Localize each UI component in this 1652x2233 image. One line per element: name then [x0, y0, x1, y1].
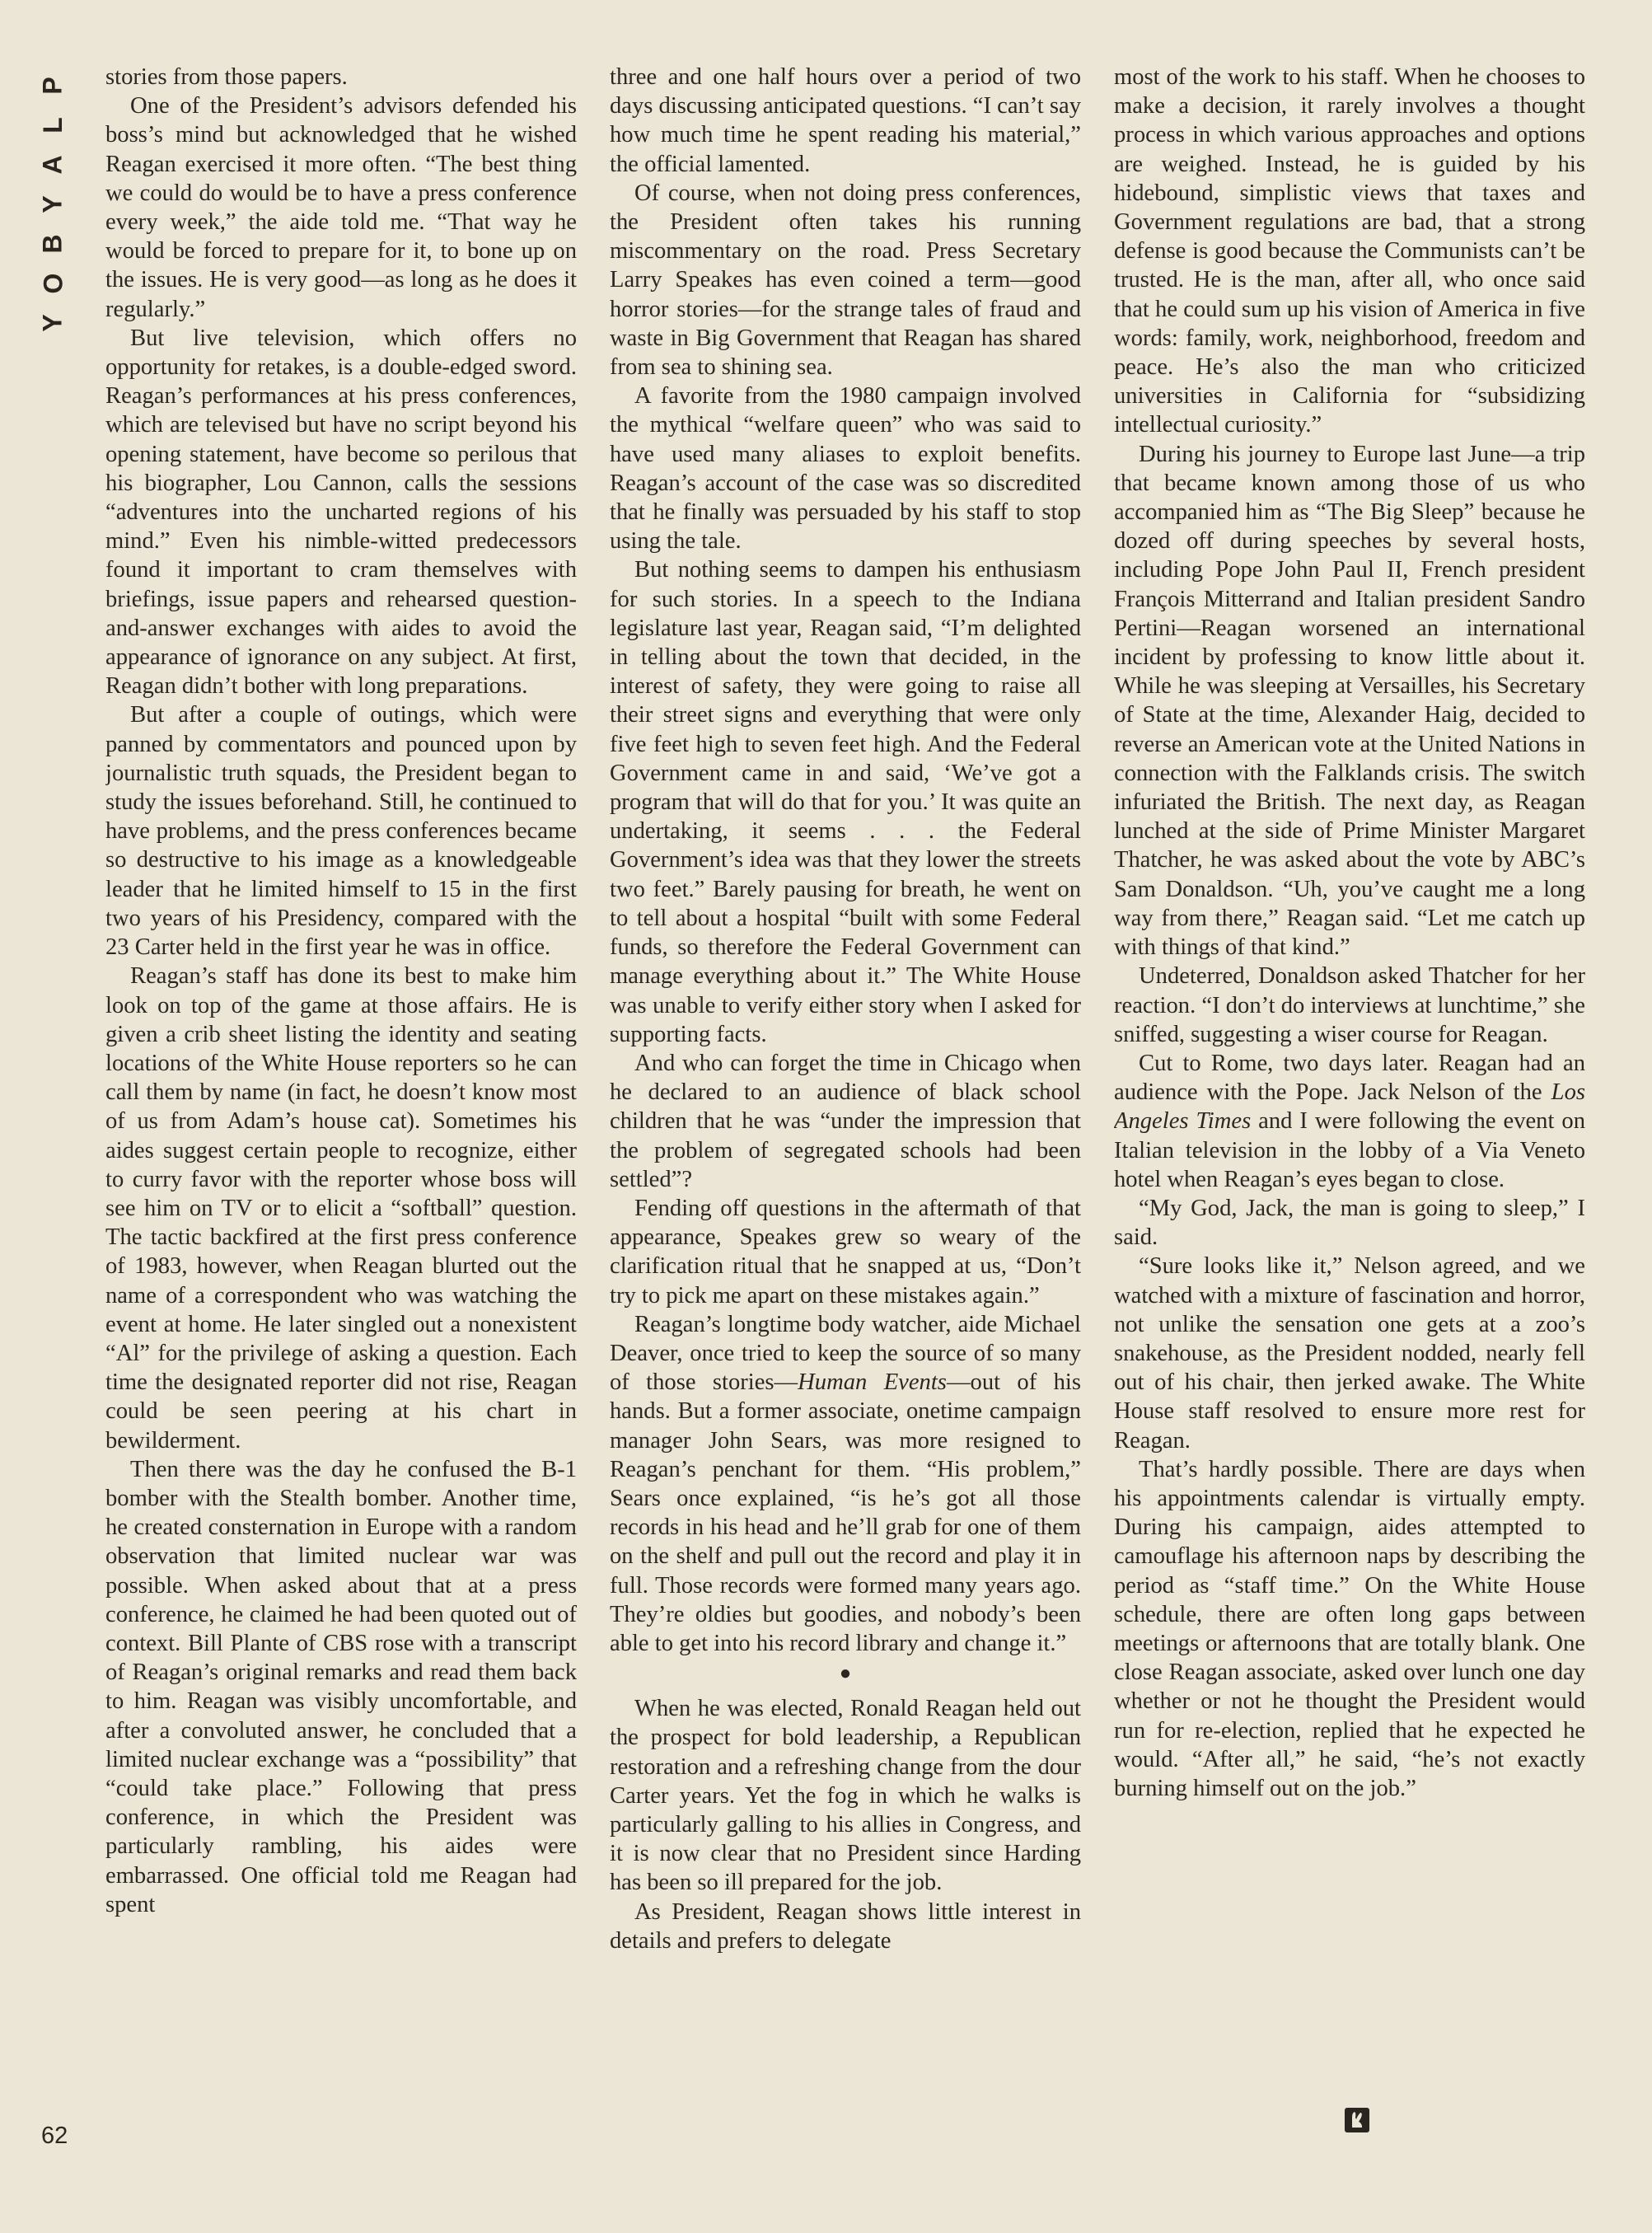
- paragraph: [1114, 1049, 1585, 1194]
- paragraph: [610, 1310, 1081, 1658]
- paragraph-text: and I were following the event on Italian television in the lobby of a Via Veneto hotel when Reagan’s eyes began to close.: [1114, 1108, 1585, 1192]
- paragraph: Fending off questions in the aftermath of that appearance, Speakes grew so weary of the clarification ritual that he snapped at us, “Don’t try to pick me apart on these mistakes again.”: [610, 1195, 1081, 1308]
- paragraph: During his journey to Europe last June—a trip that became known among those of us who accompanied him as “The Big Sleep” because he dozed off during speeches by several hosts, including Pope John Paul II, French president François Mitterrand and Italian president Sandro Pertini—Reagan worsened an international incident by professing to know little about it. While he was sleeping at Versailles, his Secretary of State at the time, Alexander Haig, decided to reverse an American vote at the United Nations in connection with the Falklands crisis. The switch infuriated the British. The next day, as Reagan lunched at the side of Prime Minister Margaret Thatcher, he was asked about the vote by ABC’s Sam Donaldson. “Uh, you’ve caught me a long way from there,” Reagan said. “Let me catch up with things of that kind.”: [1114, 441, 1585, 961]
- paragraph: But live television, which offers no opportunity for retakes, is a double-edged sword. Reagan’s performances at his press conferences, which are televised but have no script beyond his opening statement, have become so perilous that his biographer, Lou Cannon, calls the sessions “adventures into the uncharted regions of his mind.” Even his nimble-witted predecessors found it important to cram themselves with briefings, issue papers and rehearsed question-and-answer exchanges with aides to avoid the appearance of ignorance on any subject. At first, Reagan didn’t bother with long preparations.: [105, 325, 577, 700]
- publication-title: Los Angeles Times: [1114, 1079, 1585, 1135]
- side-label-letter: L: [37, 117, 68, 133]
- paragraph-text: Reagan’s longtime body watcher, aide Michael Deaver, once tried to keep the source of so many of those stories—: [610, 1311, 1081, 1396]
- paragraph: When he was elected, Ronald Reagan held out the prospect for bold leadership, a Republican restoration and a refreshing change from the dour Carter years. Yet the fog in which he walks is particularly galling to his allies in Congress, and it is now clear that no President since Harding has been so ill prepared for the job.: [610, 1696, 1081, 1896]
- paragraph: stories from those papers.: [105, 64, 348, 90]
- paragraph: But after a couple of outings, which were panned by commentators and pounced upon by journalistic truth squads, the President began to study the issues beforehand. Still, he continued to have problems, and the press conferences became so destructive to his image as a knowledgeable leader that he limited himself to 15 in the first two years of his Presidency, compared with the 23 Carter held in the first year he was in office.: [105, 702, 577, 961]
- magazine-side-label: [36, 66, 69, 343]
- section-break-bullet: ●: [839, 1663, 852, 1685]
- paragraph: “Sure looks like it,” Nelson agreed, and we watched with a mixture of fascination and horror, not unlike the sensation one gets at a zoo’s snakehouse, as the President nodded, nearly fell out of his chair, then jerked awake. The White House staff resolved to ensure more rest for Reagan.: [1114, 1253, 1585, 1454]
- paragraph: A favorite from the 1980 campaign involved the mythical “welfare queen” who was said to have used many aliases to exploit benefits. Reagan’s account of the case was so discredited that he finally was persuaded by his staff to stop using the tale.: [610, 383, 1081, 555]
- paragraph: “My God, Jack, the man is going to sleep,” I said.: [1114, 1195, 1585, 1251]
- publication-title: Human Events: [798, 1369, 947, 1396]
- paragraph: One of the President’s advisors defended his boss’s mind but acknowledged that he wished Reagan exercised it more often. “The best thing we could do would be to have a press conference every week,” the aide told me. “That way he would be forced to prepare for it, to bone up on the issues. He is very good—as long as he does it regularly.”: [105, 93, 577, 322]
- side-label-letter: Y: [38, 195, 68, 213]
- paragraph: Of course, when not doing press conferences, the President often takes his running miscommentary on the road. Press Secretary Larry Speakes has even coined a term—good horror stories—for the strange tales of fraud and waste in Big Government that Reagan has shared from sea to shining sea.: [610, 180, 1081, 381]
- paragraph: Undeterred, Donaldson asked Thatcher for her reaction. “I don’t do interviews at lunchtime,” she sniffed, suggesting a wiser course for Reagan.: [1114, 963, 1585, 1047]
- article-column-2: [610, 63, 1081, 2164]
- side-label-letter: A: [37, 155, 68, 175]
- page-number: 62: [41, 2123, 68, 2149]
- paragraph: Then there was the day he confused the B-1 bomber with the Stealth bomber. Another time, he created consternation in Europe with a random observation that limited nuclear war was possible. When asked about that at a press conference, he claimed he had been quoted out of context. Bill Plante of CBS rose with a transcript of Reagan’s original remarks and read them back to him. Reagan was visibly uncomfortable, and after a convoluted answer, he concluded that a limited nuclear exchange was a “possibility” that “could take place.” Following that press conference, in which the President was particularly rambling, his aides were embarrassed. One official told me Reagan had spent: [105, 1456, 577, 1917]
- side-label-letter: Y: [38, 314, 68, 332]
- side-label-letter: O: [37, 273, 68, 294]
- paragraph: three and one half hours over a period of two days discussing anticipated questions. “I can’t say how much time he spent reading his material,” the official lamented.: [610, 64, 1081, 177]
- paragraph: And who can forget the time in Chicago when he declared to an audience of black school children that he was “under the impression that the problem of segregated schools had been settled”?: [610, 1050, 1081, 1192]
- paragraph-text: —out of his hands. But a former associate, onetime campaign manager John Sears, was more resigned to Reagan’s penchant for them. “His problem,” Sears once explained, “is he’s got all those records in his head and he’ll grab for one of them on the shelf and pull out the record and play it in full. Those records were formed many years ago. They’re oldies but goodies, and nobody’s been able to get into his record library and change it.”: [610, 1369, 1081, 1656]
- article-column-3: [1114, 63, 1585, 2164]
- side-label-letter: P: [38, 77, 68, 95]
- paragraph: As President, Reagan shows little interest in details and prefers to delegate: [610, 1898, 1081, 1954]
- article-column-1: [105, 63, 577, 2164]
- rabbit-end-mark-icon: [1345, 2108, 1369, 2132]
- paragraph: That’s hardly possible. There are days when his appointments calendar is virtually empty. During his campaign, aides attempted to camouflage his afternoon naps by describing the period as “staff time.” On the White House schedule, there are often long gaps between meetings or afternoons that are totally blank. One close Reagan associate, asked over lunch one day whether or not he thought the President would run for re-election, replied that he expected he would. “After all,” he said, “he’s not exactly burning himself out on the job.”: [1114, 1456, 1585, 1801]
- paragraph: But nothing seems to dampen his enthusiasm for such stories. In a speech to the Indiana legislature last year, Reagan said, “I’m delighted in telling about the town that decided, in the interest of safety, they were going to raise all their street signs and everything that were only five feet high to seven feet high. And the Federal Government came in and said, ‘We’ve got a program that will do that for you.’ It was quite an undertaking, it seems . . . the Federal Government’s idea was that they lower the streets two feet.” Barely pausing for breath, he went on to tell about a hospital “built with some Federal funds, so therefore the Federal Government can manage everything about it.” The White House was unable to verify either story when I asked for supporting facts.: [610, 557, 1081, 1047]
- side-label-letter: B: [37, 234, 68, 254]
- paragraph: most of the work to his staff. When he chooses to make a decision, it rarely involves a thought process in which various approaches and options are weighed. Instead, he is guided by his hidebound, simplistic views that taxes and Government regulations are bad, that a strong defense is good because the Communists can’t be trusted. He is the man, after all, who once said that he could sum up his vision of America in five words: family, work, neighborhood, freedom and peace. He’s also the man who criticized universities in California for “subsidizing intellectual curiosity.”: [1114, 64, 1585, 438]
- paragraph-text: Cut to Rome, two days later. Reagan had an audience with the Pope. Jack Nelson of the: [1114, 1050, 1585, 1106]
- paragraph: Reagan’s staff has done its best to make him look on top of the game at those affairs. He is given a crib sheet listing the identity and seating locations of the White House reporters so he can call them by name (in fact, he doesn’t know most of us from Adam’s house cat). Sometimes his aides suggest certain people to recognize, either to curry favor with the reporter whose boss will see him on TV or to elicit a “softball” question. The tactic backfired at the first press conference of 1983, however, when Reagan blurted out the name of a correspondent who was watching the event at home. He later singled out a nonexistent “Al” for the privilege of asking a question. Each time the designated reporter did not rise, Reagan could be seen peering at his chart in bewilderment.: [105, 963, 577, 1454]
